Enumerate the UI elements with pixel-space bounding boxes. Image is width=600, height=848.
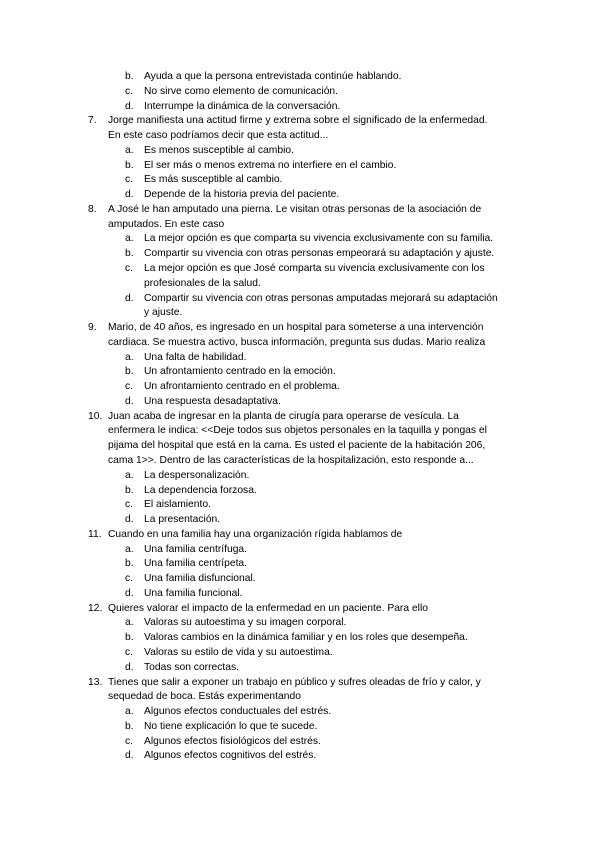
option-text: Una familia centrífuga. (144, 543, 248, 555)
option-letter: c. (125, 573, 134, 585)
option-letter: d. (125, 514, 134, 526)
option-text: Algunos efectos fisiológicos del estrés. (144, 735, 321, 747)
option-letter: d. (125, 661, 134, 673)
option-text: La dependencia forzosa. (144, 484, 257, 496)
option-letter: d. (125, 100, 134, 112)
question-text: Tienes que salir a exponer un trabajo en público y sufres oleadas de frío y calor, y (108, 676, 481, 688)
question-text: cardiaca. Se muestra activo, busca información, pregunta sus dudas. Mario realiza (108, 336, 486, 348)
option-letter: b. (125, 71, 134, 82)
option-letter: c. (125, 735, 134, 747)
option-letter: c. (125, 85, 134, 97)
option-text: Una familia funcional. (144, 587, 243, 599)
option-text: Un afrontamiento centrado en la emoción. (144, 366, 336, 378)
option-letter: b. (125, 484, 134, 496)
option-text: Una familia disfuncional. (144, 573, 256, 585)
question-text: Juan acaba de ingresar en la planta de cirugía para operarse de vesícula. La (108, 410, 459, 422)
option-letter: a. (125, 617, 134, 629)
question-text: amputados. En este caso (108, 218, 225, 230)
option-text: El ser más o menos extrema no interfiere en el cambio. (144, 159, 397, 171)
option-letter: a. (125, 144, 134, 156)
option-text: Algunos efectos conductuales del estrés. (144, 706, 332, 718)
question-text: Quieres valorar el impacto de la enfermedad en un paciente. Para ello (108, 602, 428, 614)
option-letter: c. (125, 381, 134, 393)
option-text: No tiene explicación lo que te sucede. (144, 720, 318, 732)
question-number: 10. (88, 410, 103, 422)
option-letter: b. (125, 248, 134, 260)
question-text: En este caso podríamos decir que esta actitud... (108, 130, 329, 142)
question-text: pijama del hospital que está en la cama. Es usted el paciente de la habitación 206, (108, 440, 486, 452)
option-text: Todas son correctas. (144, 661, 240, 673)
option-text: Valoras su estilo de vida y su autoestima. (144, 647, 333, 659)
option-letter: c. (125, 499, 134, 511)
option-letter: a. (125, 469, 134, 481)
question-text: Jorge manifiesta una actitud firme y extrema sobre el significado de la enfermedad. (108, 115, 488, 127)
question-text: Mario, de 40 años, es ingresado en un hospital para someterse a una intervención (108, 322, 484, 334)
option-text: Una falta de habilidad. (144, 351, 247, 363)
option-text: Compartir su vivencia con otras personas empeorará su adaptación y ajuste. (144, 248, 495, 260)
question-text: Cuando en una familia hay una organización rígida hablamos de (108, 528, 403, 540)
option-letter: d. (125, 587, 134, 599)
question-text: A José le han amputado una pierna. Le visitan otras personas de la asociación de (108, 203, 482, 215)
option-text: Es más susceptible al cambio. (144, 174, 283, 186)
option-text: La presentación. (144, 514, 221, 526)
option-letter: b. (125, 558, 134, 570)
question-text: enfermera le indica: <<Deje todos sus objetos personales en la taquilla y pongas el (108, 425, 487, 437)
option-letter: b. (125, 720, 134, 732)
option-text: Una respuesta desadaptativa. (144, 395, 281, 407)
question-number: 12. (88, 602, 103, 614)
option-letter: b. (125, 366, 134, 378)
option-text: Una familia centrípeta. (144, 558, 248, 570)
option-letter: a. (125, 543, 134, 555)
option-text: Valoras su autoestima y su imagen corporal. (144, 617, 347, 629)
option-text: No sirve como elemento de comunicación. (144, 85, 339, 97)
option-text: Compartir su vivencia con otras personas amputadas mejorará su adaptación (144, 292, 498, 304)
option-text: Ayuda a que la persona entrevistada continúe hablando. (144, 71, 402, 82)
option-text: Un afrontamiento centrado en el problema. (144, 381, 340, 393)
option-letter: a. (125, 706, 134, 718)
option-letter: b. (125, 159, 134, 171)
option-letter: c. (125, 263, 134, 274)
option-letter: b. (125, 632, 134, 644)
option-text: y ajuste. (144, 307, 183, 319)
option-letter: d. (125, 189, 134, 201)
question-number: 7. (88, 115, 97, 127)
option-text: Depende de la historia previa del paciente. (144, 189, 340, 201)
option-text: Interrumpe la dinámica de la conversación. (144, 100, 341, 112)
question-number: 11. (88, 528, 102, 540)
option-text: La mejor opción es que José comparta su vivencia exclusivamente con los (144, 263, 485, 274)
option-letter: a. (125, 233, 134, 245)
option-text: Es menos susceptible al cambio. (144, 144, 294, 156)
option-letter: c. (125, 174, 134, 186)
question-text: cama 1>>. Dentro de las características de la hospitalización, esto responde a... (108, 455, 474, 467)
option-text: La mejor opción es que comparta su vivencia exclusivamente con su familia. (144, 233, 494, 245)
option-text: La despersonalización. (144, 469, 250, 481)
option-letter: d. (125, 750, 134, 762)
option-letter: c. (125, 647, 134, 659)
option-text: profesionales de la salud. (144, 277, 261, 289)
question-number: 9. (88, 322, 97, 334)
option-text: Valoras cambios en la dinámica familiar y en los roles que desempeña. (144, 632, 468, 644)
option-letter: a. (125, 351, 134, 363)
option-text: El aislamiento. (144, 499, 211, 511)
option-text: Algunos efectos cognitivos del estrés. (144, 750, 317, 762)
option-letter: d. (125, 395, 134, 407)
question-text: sequedad de boca. Estás experimentando (108, 691, 301, 703)
question-number: 8. (88, 203, 97, 215)
option-letter: d. (125, 292, 134, 304)
question-number: 13. (88, 676, 103, 688)
